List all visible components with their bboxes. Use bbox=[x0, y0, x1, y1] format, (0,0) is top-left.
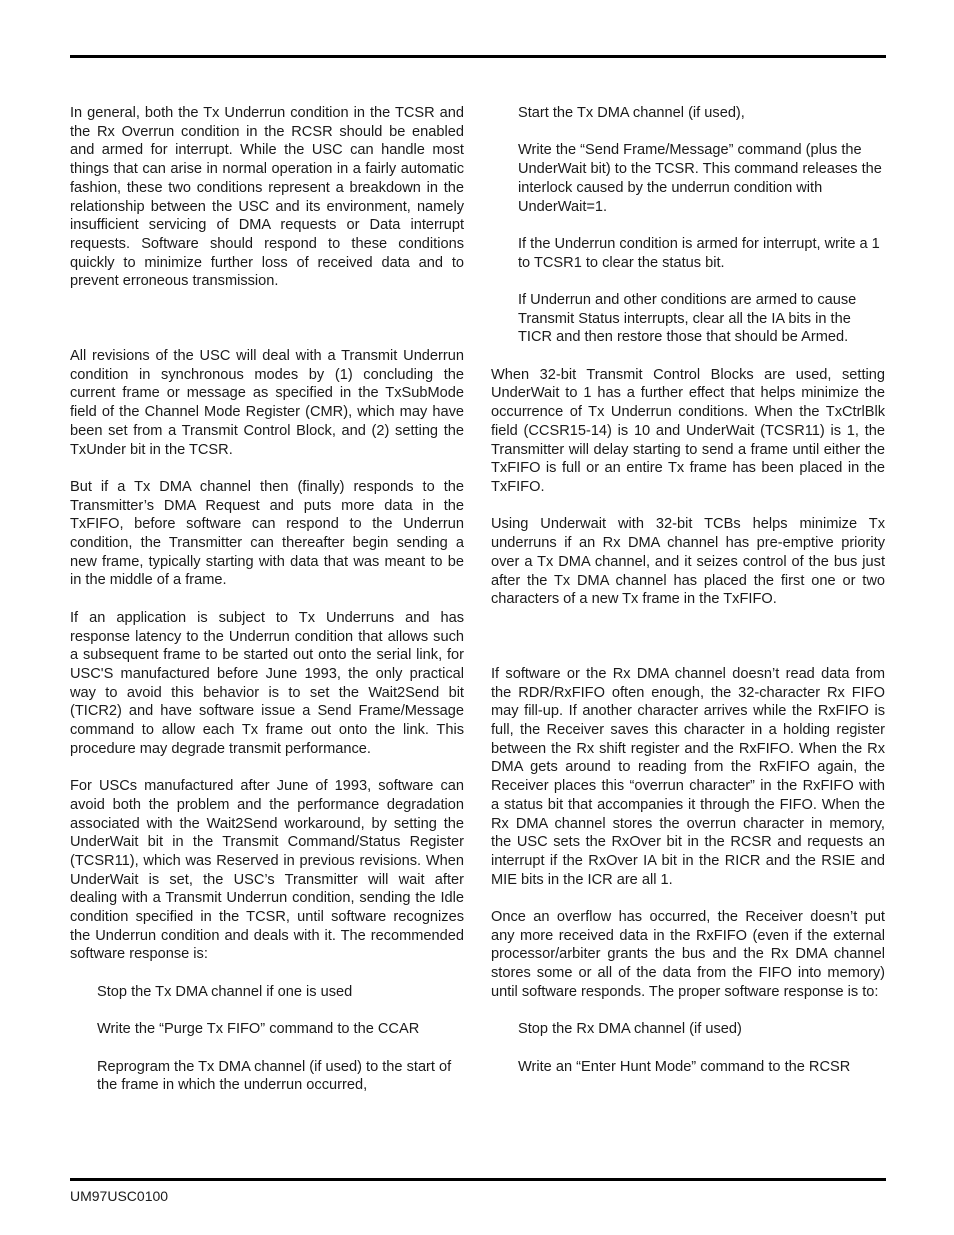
step-clear-status-bit: If the Underrun condition is armed for interrupt, write a 1 to TCSR1 to clear the status bit. bbox=[518, 235, 880, 271]
paragraph-application-latency: If an application is subject to Tx Underruns and has response latency to the Underrun condition that allows such a subsequent frame to be started out onto the serial link, for USC'S manufactured before June 1993, the only practical way to avoid this behavior is to set the Wait2Send bit (TICR2) and have software issue a Send Frame/Message command to allow each Tx frame out onto the link. This procedure may degrade transmit performance. bbox=[70, 609, 464, 757]
document-id: UM97USC0100 bbox=[70, 1188, 169, 1204]
step-stop-tx-dma: Stop the Tx DMA channel if one is used bbox=[97, 983, 353, 1000]
paragraph-overflow-response: Once an overflow has occurred, the Receiver doesn’t put any more received data in the RxFIFO (even if the external processor/arbiter grants the bus and the Rx DMA channel stores some or all of the data from the FIFO into memory) until software responds. The proper software response is to: bbox=[491, 909, 885, 1000]
paragraph-32bit-tcb: When 32-bit Transmit Control Blocks are used, setting UnderWait to 1 has a further effect that helps minimize the occurrence of Tx Underrun conditions. When the TxCtrlBlk field (CCSR15-14) is 10 and UnderWait (TCSR11) is 1, the Transmitter will delay starting to send a frame until either the TxFIFO is full or an entire Tx frame has been placed in the TxFIFO. bbox=[491, 366, 885, 495]
paragraph-underrun-revisions: All revisions of the USC will deal with a Transmit Underrun condition in synchronous modes by (1) concluding the current frame or message as specified in the TxSubMode field of the Channel Mode Register (CMR), which may have been set from a Transmit Control Block, and (2) setting the TxUnder bit in the TCSR. bbox=[70, 348, 464, 458]
step-stop-rx-dma: Stop the Rx DMA channel (if used) bbox=[518, 1021, 742, 1038]
step-enter-hunt-mode: Write an “Enter Hunt Mode” command to the RCSR bbox=[518, 1058, 851, 1075]
bottom-rule bbox=[70, 1178, 886, 1181]
paragraph-underwait: For USCs manufactured after June of 1993, software can avoid both the problem and the performance degradation associated with the Wait2Send workaround, by setting the UnderWait bit in the Transmit Command/Status Register (TCSR11), which was Reserved in previous revisions. When UnderWait is set, the USC’s Transmitter will wait after dealing with a Transmit Underrun condition, sending the Idle condition specified in the TCSR, until software recognizes the Underrun condition and deals with it. The recommended software response is: bbox=[70, 778, 464, 963]
paragraph-general: In general, both the Tx Underrun condition in the TCSR and the Rx Overrun condition in the RCSR should be enabled and armed for interrupt. While the USC can handle most things that can arise in normal operation in a fairly automatic fashion, these two conditions represent a breakdown in the relationship between the USC and its environment, namely insufficient servicing of DMA requests or Data interrupt requests. Software should respond to these conditions quickly to minimize further loss of received data and to prevent erroneous transmission. bbox=[70, 105, 464, 290]
left-column bbox=[70, 104, 464, 1095]
paragraph-underwait-tcbs: Using Underwait with 32-bit TCBs helps minimize Tx underruns if an Rx DMA channel has pre-emptive priority over a Tx DMA channel, and it seizes control of the bus just after the Tx DMA channel has placed the first one or two characters of a new Tx frame in the TxFIFO. bbox=[491, 516, 885, 608]
step-purge-tx-fifo: Write the “Purge Tx FIFO” command to the CCAR bbox=[97, 1021, 420, 1038]
step-send-frame-command: Write the “Send Frame/Message” command (plus the UnderWait bit) to the TCSR. This command releases the interlock caused by the underrun condition with UnderWait=1. bbox=[518, 142, 882, 215]
step-clear-ia-bits: If Underrun and other conditions are armed to cause Transmit Status interrupts, clear all the IA bits in the TICR and then restore those that should be Armed. bbox=[518, 291, 857, 346]
paragraph-dma-response: But if a Tx DMA channel then (finally) responds to the Transmitter’s DMA Request and puts more data in the TxFIFO, before software can respond to the Underrun condition, the Transmitter can thereafter begin sending a new frame, typically starting with data that was meant to be in the middle of a frame. bbox=[70, 478, 464, 589]
paragraph-rx-overrun: If software or the Rx DMA channel doesn’t read data from the RDR/RxFIFO often enough, the 32-character Rx FIFO may fill-up. If another character arrives while the RxFIFO is full, the Receiver saves this character in a holding register between the Rx shift register and the RxFIFO. When the Rx DMA gets around to reading from the RxFIFO again, the Receiver places this “overrun character” in the RxFIFO with a status bit that accompanies it through the FIFO. When the Rx DMA channel stores the overrun character in memory, the USC sets the RxOver bit in the RCSR and requests an interrupt if the RxOver IA bit in the RICR and the RSIE and MIE bits in the ICR are all 1. bbox=[491, 665, 885, 888]
step-start-tx-dma: Start the Tx DMA channel (if used), bbox=[518, 105, 745, 121]
right-column bbox=[491, 104, 885, 1076]
step-reprogram-tx-dma: Reprogram the Tx DMA channel (if used) to the start of the frame in which the underrun occurred, bbox=[97, 1058, 452, 1094]
top-rule bbox=[70, 55, 886, 58]
